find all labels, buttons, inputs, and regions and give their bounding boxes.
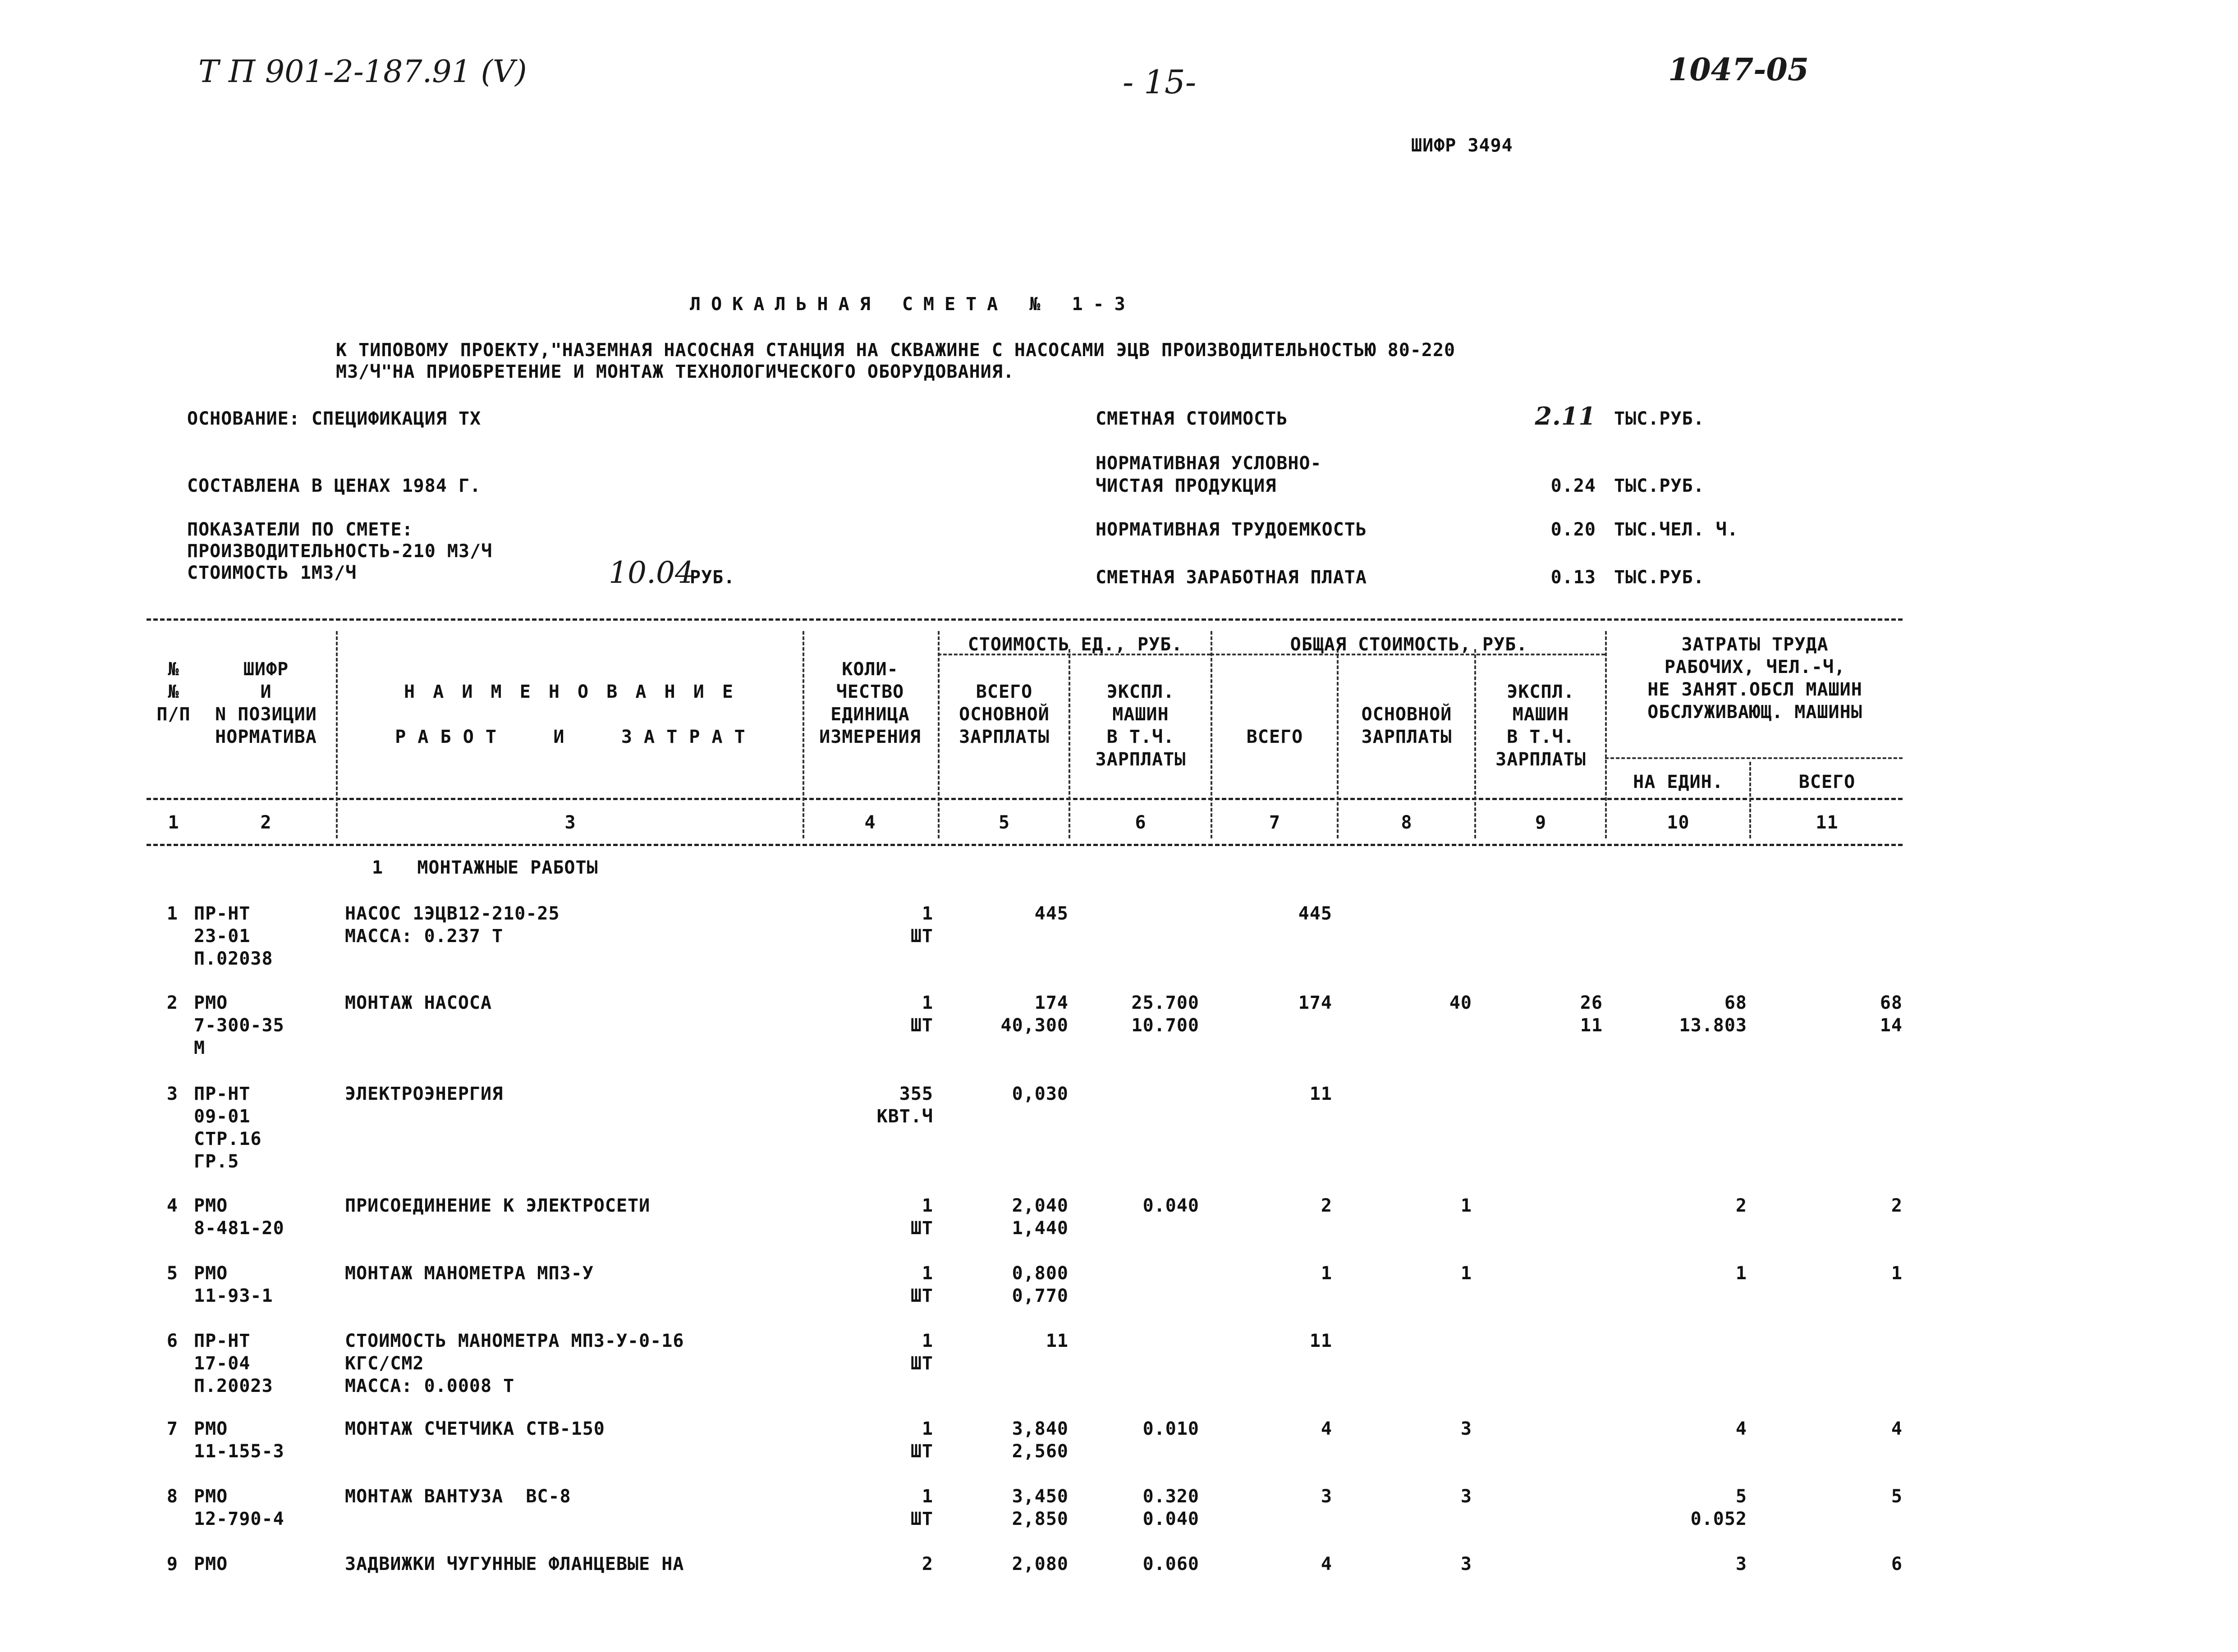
col-number: 11: [1816, 812, 1839, 833]
cell-c6: 0.320 0.040: [1142, 1486, 1199, 1529]
cell-name: МОНТАЖ МАНОМЕТРА МПЗ-У: [345, 1263, 594, 1284]
col-number: 3: [564, 812, 576, 833]
cell-qty: 1 ШТ: [910, 1263, 933, 1306]
cell-c5: 174 40,300: [1000, 993, 1069, 1036]
cell-c11: 5: [1891, 1486, 1903, 1507]
header-col-10: НА ЕДИН.: [1633, 772, 1724, 792]
summary-unit-1: ТЫС.РУБ.: [1614, 408, 1705, 429]
cell-c8: 40: [1449, 993, 1472, 1013]
cell-n: 3: [166, 1084, 178, 1104]
header-separator: [1211, 631, 1212, 838]
summary-unit-2: ТЫС.РУБ.: [1614, 476, 1705, 496]
cell-code: РМО 8-481-20: [194, 1195, 284, 1239]
cell-c11: 6: [1891, 1554, 1903, 1574]
cell-c10: 5 0.052: [1690, 1486, 1747, 1529]
header-col-6: ЭКСПЛ. МАШИН В Т.Ч. ЗАРПЛАТЫ: [1095, 682, 1186, 770]
album-code: 1047-05: [1668, 52, 1809, 88]
cell-c5: 2,040 1,440: [1012, 1195, 1069, 1239]
cell-c8: 1: [1460, 1263, 1472, 1284]
cell-c7: 3: [1321, 1486, 1332, 1507]
cell-c8: 3: [1460, 1419, 1472, 1439]
cell-c5: 0,800 0,770: [1012, 1263, 1069, 1306]
section-title: 1 МОНТАЖНЫЕ РАБОТЫ: [372, 857, 598, 878]
col-number: 9: [1535, 812, 1547, 833]
cell-n: 9: [166, 1554, 178, 1574]
estimate-title: ЛОКАЛЬНАЯ СМЕТА № 1-3: [690, 294, 1136, 315]
basis-text: ОСНОВАНИЕ: СПЕЦИФИКАЦИЯ ТХ: [187, 408, 482, 429]
cell-qty: 1 ШТ: [910, 1419, 933, 1462]
summary-unit-4: ТЫС.РУБ.: [1614, 567, 1705, 588]
indicators-capacity: ПРОИЗВОДИТЕЛЬНОСТЬ-210 М3/Ч: [187, 541, 493, 562]
cell-c6: 25.700 10.700: [1131, 993, 1199, 1036]
header-col-2: ШИФР И N ПОЗИЦИИ НОРМАТИВА: [215, 659, 317, 747]
cell-c5: 11: [1046, 1331, 1069, 1351]
cell-code: РМО 12-790-4: [194, 1486, 284, 1529]
cell-c8: 3: [1460, 1486, 1472, 1507]
header-col-3-bottom: Р А Б О Т И З А Т Р А Т: [395, 727, 746, 747]
cell-name: ЗАДВИЖКИ ЧУГУННЫЕ ФЛАНЦЕВЫЕ НА: [345, 1554, 684, 1574]
cell-c7: 4: [1321, 1419, 1332, 1439]
cell-c5: 2,080: [1012, 1554, 1069, 1574]
prices-text: СОСТАВЛЕНА В ЦЕНАХ 1984 Г.: [187, 476, 482, 496]
doc-reference: Т П 901-2-187.91 (V): [198, 54, 527, 90]
cell-n: 2: [166, 993, 178, 1013]
cell-c10: 2: [1735, 1195, 1747, 1216]
summary-value-1: 2.11: [1535, 402, 1596, 430]
col-number: 7: [1269, 812, 1281, 833]
cell-c7: 4: [1321, 1554, 1332, 1574]
cell-c7: 2: [1321, 1195, 1332, 1216]
cell-c11: 68 14: [1880, 993, 1903, 1036]
cell-c6: 0.060: [1142, 1554, 1199, 1574]
cell-c11: 4: [1891, 1419, 1903, 1439]
indicators-cost-label: СТОИМОСТЬ 1М3/Ч: [187, 563, 357, 583]
cell-n: 8: [166, 1486, 178, 1507]
cell-c8: 3: [1460, 1554, 1472, 1574]
header-separator: [1605, 631, 1607, 838]
summary-label-1: СМЕТНАЯ СТОИМОСТЬ: [1096, 408, 1288, 429]
estimate-subtitle-line-2: М3/Ч"НА ПРИОБРЕТЕНИЕ И МОНТАЖ ТЕХНОЛОГИЧЕСКОГО ОБОРУДОВАНИЯ.: [336, 362, 1014, 382]
cell-name: НАСОС 1ЭЦВ12-210-25 МАССА: 0.237 Т: [345, 903, 560, 947]
cell-qty: 355 КВТ.Ч: [876, 1084, 933, 1127]
cell-c7: 445: [1298, 903, 1332, 924]
header-total-cost: ОБЩАЯ СТОИМОСТЬ, РУБ.: [1290, 634, 1528, 655]
cell-c7: 1: [1321, 1263, 1332, 1284]
cell-c8: 1: [1460, 1195, 1472, 1216]
header-separator: [1474, 649, 1476, 838]
cell-c10: 1: [1735, 1263, 1747, 1284]
cell-code: РМО 11-155-3: [194, 1419, 284, 1462]
cost-per-m3-value: 10.04: [609, 555, 694, 590]
summary-value-4: 0.13: [1550, 567, 1596, 588]
header-bottom-rule: [147, 798, 1903, 800]
cell-c11: 2: [1891, 1195, 1903, 1216]
col-number: 5: [998, 812, 1010, 833]
cell-code: ПР-НТ 17-04 П.20023: [194, 1331, 273, 1396]
cell-n: 5: [166, 1263, 178, 1284]
header-col-9: ЭКСПЛ. МАШИН В Т.Ч. ЗАРПЛАТЫ: [1495, 682, 1586, 770]
cell-c7: 11: [1309, 1084, 1332, 1104]
cell-name: ПРИСОЕДИНЕНИЕ К ЭЛЕКТРОСЕТИ: [345, 1195, 651, 1216]
cell-c7: 11: [1309, 1331, 1332, 1351]
header-separator: [938, 631, 940, 838]
estimate-subtitle-line-1: К ТИПОВОМУ ПРОЕКТУ,"НАЗЕМНАЯ НАСОСНАЯ СТАНЦИЯ НА СКВАЖИНЕ С НАСОСАМИ ЭЦВ ПРОИЗВОДИТЕЛЬНОСТЬЮ 80-220: [336, 340, 1456, 361]
header-separator: [803, 631, 804, 838]
cell-c11: 1: [1891, 1263, 1903, 1284]
header-separator: [1749, 762, 1751, 838]
column-numbers-rule: [147, 844, 1903, 846]
summary-unit-3: ТЫС.ЧЕЛ. Ч.: [1614, 519, 1738, 540]
header-separator: [1337, 649, 1339, 838]
header-col-7: ВСЕГО: [1246, 727, 1303, 747]
cell-n: 1: [166, 903, 178, 924]
table-top-rule: [147, 618, 1903, 621]
col-number: 1: [168, 812, 179, 833]
col-number: 10: [1667, 812, 1690, 833]
header-separator: [1069, 649, 1070, 838]
cell-name: ЭЛЕКТРОЭНЕРГИЯ: [345, 1084, 504, 1104]
cost-per-m3-unit: РУБ.: [690, 567, 735, 588]
cell-qty: 1 ШТ: [910, 993, 933, 1036]
cell-n: 4: [166, 1195, 178, 1216]
cell-name: МОНТАЖ НАСОСА: [345, 993, 492, 1013]
header-col-8: ОСНОВНОЙ ЗАРПЛАТЫ: [1361, 704, 1452, 747]
cell-qty: 1 ШТ: [910, 1486, 933, 1529]
cell-c10: 4: [1735, 1419, 1747, 1439]
cell-qty: 1 ШТ: [910, 1331, 933, 1374]
cell-n: 6: [166, 1331, 178, 1351]
summary-label-3: НОРМАТИВНАЯ ТРУДОЕМКОСТЬ: [1096, 519, 1367, 540]
col-number: 2: [260, 812, 272, 833]
header-col-11: ВСЕГО: [1798, 772, 1856, 792]
cell-code: РМО: [194, 1554, 228, 1574]
page-number: - 15-: [1123, 63, 1197, 101]
cell-code: РМО 7-300-35 М: [194, 993, 284, 1058]
summary-label-4: СМЕТНАЯ ЗАРАБОТНАЯ ПЛАТА: [1096, 567, 1367, 588]
col-number: 8: [1401, 812, 1413, 833]
cell-c6: 0.010: [1142, 1419, 1199, 1439]
header-labor: ЗАТРАТЫ ТРУДА РАБОЧИХ, ЧЕЛ.-Ч, НЕ ЗАНЯТ.ОБСЛ МАШИН ОБСЛУЖИВАЮЩ. МАШИНЫ: [1647, 634, 1862, 723]
header-unit-cost: СТОИМОСТЬ ЕД., РУБ.: [968, 634, 1183, 655]
header-col-5: ВСЕГО ОСНОВНОЙ ЗАРПЛАТЫ: [959, 682, 1050, 747]
header-col-4: КОЛИ- ЧЕСТВО ЕДИНИЦА ИЗМЕРЕНИЯ: [819, 659, 921, 747]
labor-group-rule: [1605, 757, 1903, 759]
cell-qty: 1 ШТ: [910, 903, 933, 947]
header-col-3-top: Н А И М Е Н О В А Н И Е: [404, 682, 737, 702]
cell-c10: 3: [1735, 1554, 1747, 1574]
cell-qty: 2: [922, 1554, 933, 1574]
cell-name: МОНТАЖ ВАНТУЗА ВС-8: [345, 1486, 571, 1507]
cell-c10: 68 13.803: [1679, 993, 1747, 1036]
cell-c5: 3,840 2,560: [1012, 1419, 1069, 1462]
cell-name: МОНТАЖ СЧЕТЧИКА СТВ-150: [345, 1419, 605, 1439]
col-number: 6: [1135, 812, 1147, 833]
cell-c9: 26 11: [1580, 993, 1603, 1036]
cell-c7: 174: [1298, 993, 1332, 1013]
cell-code: ПР-НТ 09-01 СТР.16 ГР.5: [194, 1084, 262, 1172]
col-number: 4: [864, 812, 876, 833]
code-line: ШИФР 3494: [1411, 135, 1513, 156]
cell-n: 7: [166, 1419, 178, 1439]
indicators-heading: ПОКАЗАТЕЛИ ПО СМЕТЕ:: [187, 519, 413, 540]
cell-code: ПР-НТ 23-01 П.02038: [194, 903, 273, 969]
header-col-1: № № П/П: [156, 659, 191, 725]
cell-qty: 1 ШТ: [910, 1195, 933, 1239]
cell-c6: 0.040: [1142, 1195, 1199, 1216]
summary-value-3: 0.20: [1550, 519, 1596, 540]
summary-label-2: НОРМАТИВНАЯ УСЛОВНО- ЧИСТАЯ ПРОДУКЦИЯ: [1096, 453, 1322, 496]
summary-value-2: 0.24: [1550, 476, 1596, 496]
cell-name: СТОИМОСТЬ МАНОМЕТРА МПЗ-У-0-16 КГС/СМ2 МАССА: 0.0008 Т: [345, 1331, 684, 1396]
cell-code: РМО 11-93-1: [194, 1263, 273, 1306]
cell-c5: 0,030: [1012, 1084, 1069, 1104]
cell-c5: 3,450 2,850: [1012, 1486, 1069, 1529]
cell-c5: 445: [1034, 903, 1069, 924]
